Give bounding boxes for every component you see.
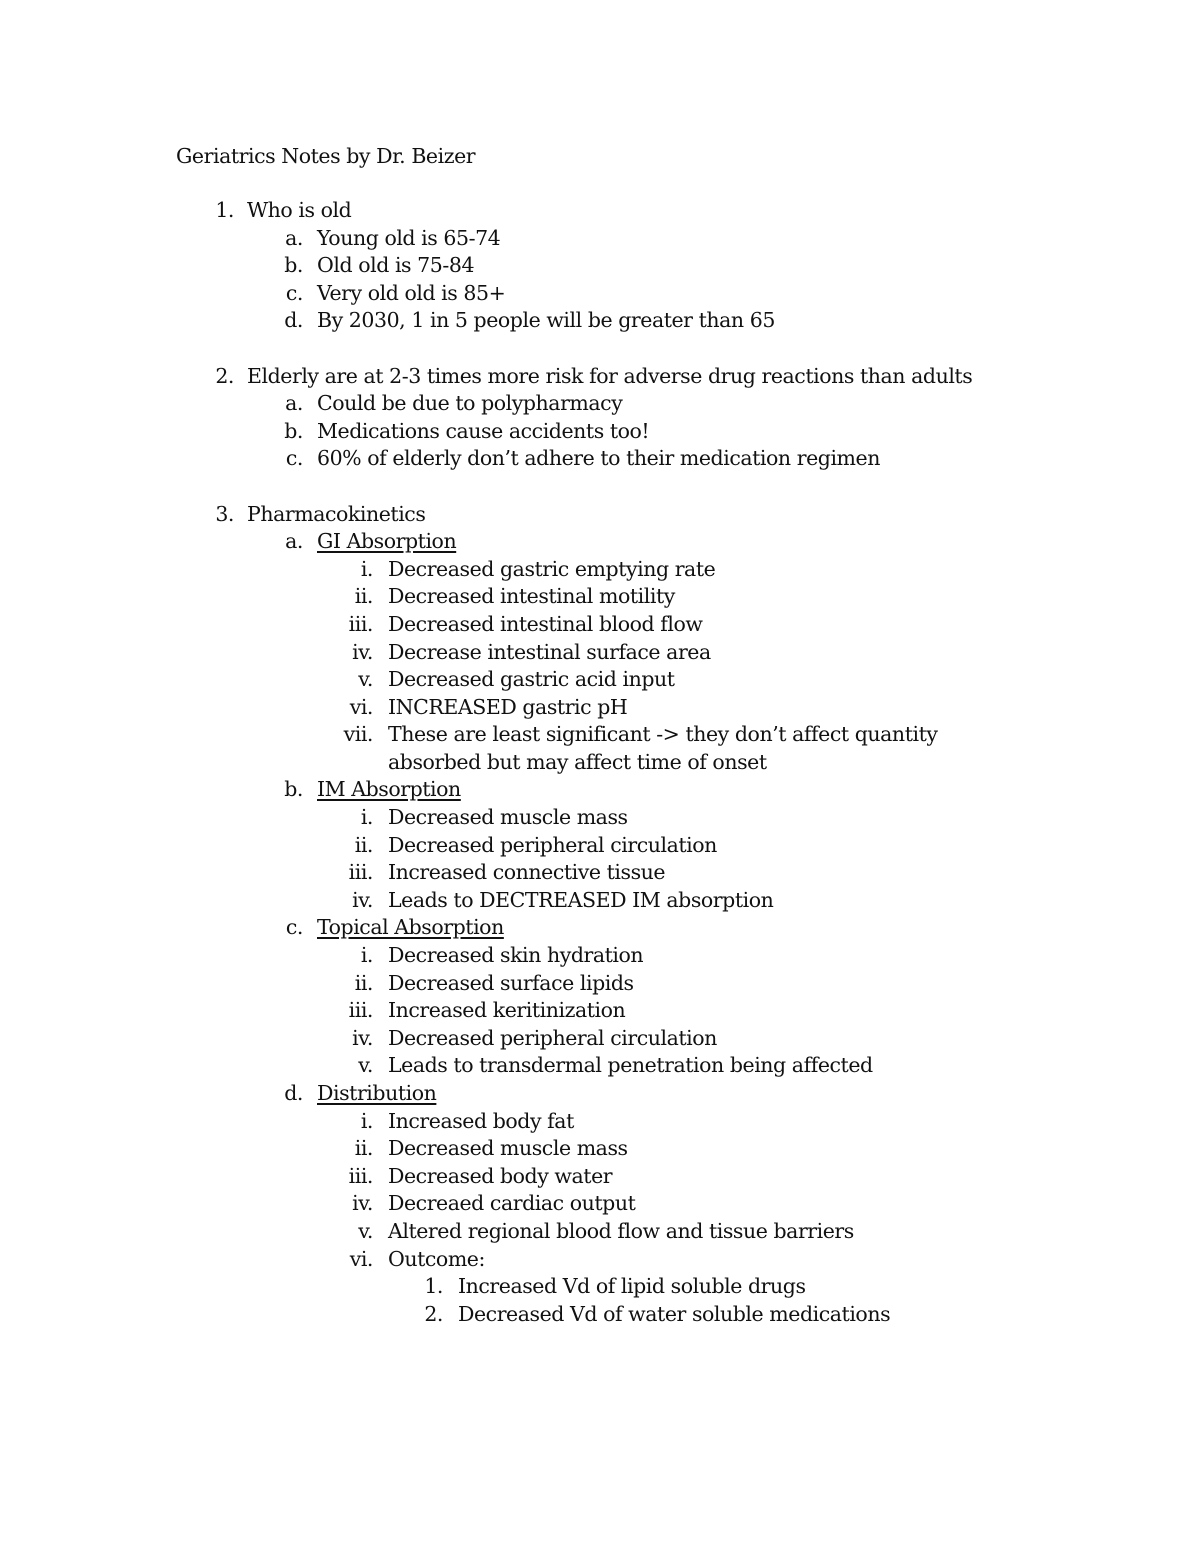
list-item [0,1025,1200,1053]
list-marker: iii. [348,860,373,885]
list-item-text: 60% of elderly don’t adhere to their medication regimen [317,446,880,471]
spacer [0,335,1200,363]
list-item-text: Increased keritinization [388,998,626,1023]
subsection-topical-absorption [0,914,1200,942]
list-item-text: Decreased muscle mass [388,805,628,830]
spacer [0,473,1200,501]
list-marker: iii. [348,611,373,636]
list-item-text: Decrease intestinal surface area [388,639,711,664]
list-marker: i. [360,556,373,581]
list-marker: ii. [354,832,373,857]
list-marker: vi. [349,694,373,719]
document-outline [0,197,1200,1328]
list-marker: iv. [352,887,373,912]
subsection-heading: Distribution [317,1081,437,1105]
list-item-text: Decreased peripheral circulation [388,832,717,857]
list-marker: c. [285,915,303,940]
list-item-text: Decreased surface lipids [388,970,634,995]
list-marker: a. [285,225,303,250]
list-item-text: absorbed but may affect time of onset [388,749,767,774]
list-item [0,1108,1200,1136]
list-item [0,252,1200,280]
list-item [0,1052,1200,1080]
list-item-text: Medications cause accidents too! [317,418,650,443]
list-item-continuation [0,749,1200,777]
list-item-text: Decreased peripheral circulation [388,1025,717,1050]
list-item [0,280,1200,308]
subsection-heading: GI Absorption [317,529,457,554]
list-marker: c. [285,280,303,305]
list-marker: ii. [354,970,373,995]
section-adverse-reactions [0,363,1200,391]
list-marker: i. [360,943,373,968]
list-marker: iii. [348,998,373,1023]
list-marker: v. [358,1053,373,1078]
subsection-im-absorption [0,776,1200,804]
list-item [0,1163,1200,1191]
list-marker: vii. [343,722,373,747]
list-item [0,307,1200,335]
list-marker: ii. [354,584,373,609]
list-item [0,445,1200,473]
list-item-text: Decreaed cardiac output [388,1191,636,1216]
list-marker: iv. [352,639,373,664]
list-item-text: Very old old is 85+ [317,280,506,305]
list-item [0,1190,1200,1218]
list-item-text: Altered regional blood flow and tissue barriers [388,1218,854,1243]
list-item-text: Decreased skin hydration [388,943,644,968]
list-item-text: Old old is 75-84 [317,253,475,278]
list-item [0,611,1200,639]
list-item [0,887,1200,915]
list-marker: c. [285,446,303,471]
list-item-text: Increased Vd of lipid soluble drugs [458,1274,806,1299]
list-marker: 1. [424,1274,443,1299]
list-item-text: Outcome: [388,1246,485,1271]
section-heading: Pharmacokinetics [247,501,426,526]
list-item-text: INCREASED gastric pH [388,694,628,719]
subsection-heading: Topical Absorption [317,915,504,940]
list-item [0,694,1200,722]
list-item-text: Could be due to polypharmacy [317,391,623,416]
list-marker: v. [358,1218,373,1243]
list-item-text: These are least significant -> they don’t affect quantity [388,722,938,747]
list-item [0,859,1200,887]
list-item [0,804,1200,832]
list-marker: iii. [348,1163,373,1188]
list-marker: d. [284,1081,303,1105]
list-item-text: Young old is 65-74 [317,225,501,250]
list-marker: 1. [215,198,234,222]
list-marker: 3. [215,501,234,526]
list-item-text: Decreased intestinal blood flow [388,611,703,636]
list-item [0,1301,1200,1329]
section-heading: Elderly are at 2-3 times more risk for adverse drug reactions than adults [247,363,973,388]
list-marker: b. [284,777,303,802]
section-who-is-old [0,197,1200,225]
list-item [0,1135,1200,1163]
list-item [0,390,1200,418]
list-item-text: Leads to transdermal penetration being affected [388,1053,873,1078]
list-item-text: Decreased body water [388,1163,613,1188]
list-marker: iv. [352,1191,373,1216]
section-heading: Who is old [247,198,352,222]
list-item-text: Decreased gastric acid input [388,667,675,692]
list-item [0,583,1200,611]
list-item-text: Decreased muscle mass [388,1136,628,1161]
list-marker: d. [284,308,303,333]
list-item [0,418,1200,446]
list-item [0,997,1200,1025]
list-item [0,721,1200,749]
list-item-text: Decreased Vd of water soluble medications [458,1301,891,1326]
list-item [0,556,1200,584]
list-item-text: Decreased gastric emptying rate [388,556,716,581]
list-item [0,1246,1200,1274]
list-item-text: Increased body fat [388,1108,574,1133]
list-marker: ii. [354,1136,373,1161]
subsection-heading: IM Absorption [317,777,461,802]
list-item [0,942,1200,970]
list-marker: i. [360,1108,373,1133]
list-item-text: Leads to DECTREASED IM absorption [388,887,774,912]
list-item [0,832,1200,860]
list-item [0,639,1200,667]
list-marker: 2. [215,363,234,388]
list-marker: b. [284,418,303,443]
subsection-distribution [0,1080,1200,1108]
document-title: Geriatrics Notes by Dr. Beizer [176,144,476,168]
subsection-gi-absorption [0,528,1200,556]
list-marker: v. [358,667,373,692]
list-item [0,666,1200,694]
list-marker: 2. [424,1301,443,1326]
list-item [0,225,1200,253]
list-item [0,1218,1200,1246]
list-item [0,1273,1200,1301]
list-marker: a. [285,529,303,554]
list-item-text: Increased connective tissue [388,860,666,885]
list-marker: iv. [352,1025,373,1050]
list-item [0,970,1200,998]
list-marker: i. [360,805,373,830]
list-item-text: Decreased intestinal motility [388,584,675,609]
list-item-text: By 2030, 1 in 5 people will be greater than 65 [317,308,775,333]
list-marker: b. [284,253,303,278]
list-marker: vi. [349,1246,373,1271]
section-pharmacokinetics [0,501,1200,529]
list-marker: a. [285,391,303,416]
